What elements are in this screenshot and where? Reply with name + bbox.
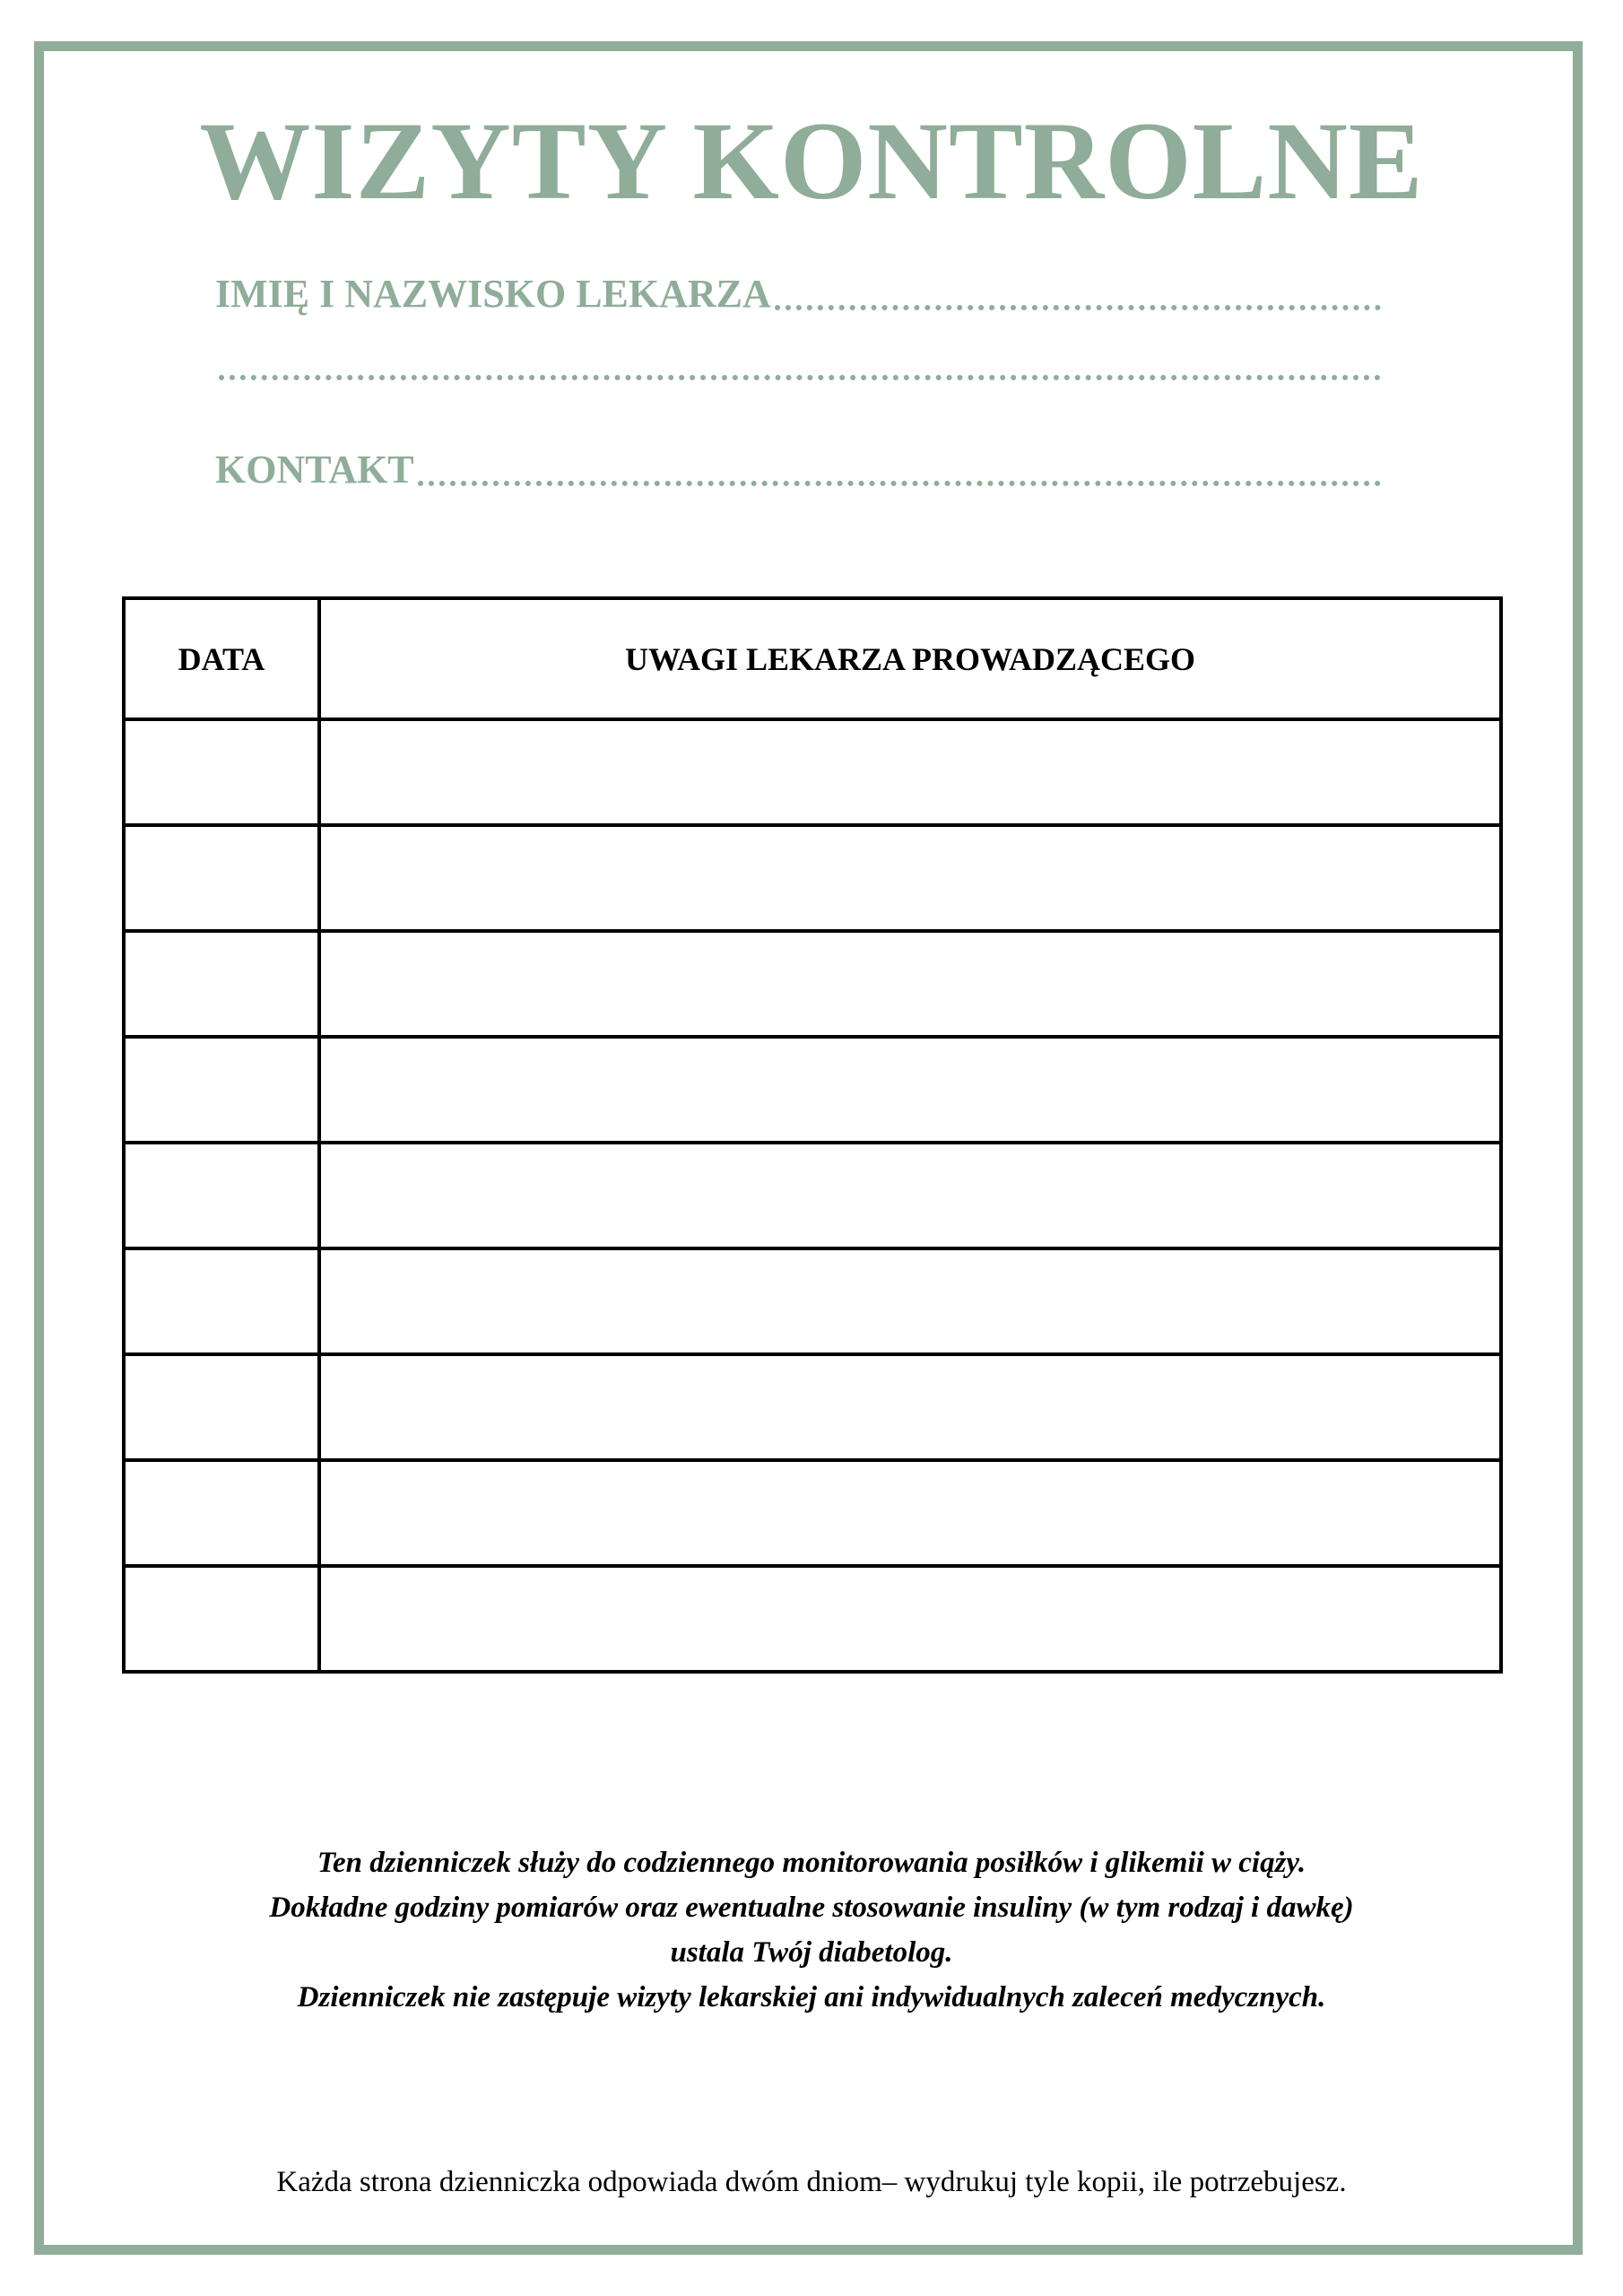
date-cell[interactable] [124, 719, 319, 825]
disclaimer-line: Dokładne godziny pomiarów oraz ewentualne stosowanie insuliny (w tym rodzaj i dawkę) [269, 1892, 1354, 1924]
doctor-notes-column-header: UWAGI LEKARZA PROWADZĄCEGO [319, 598, 1501, 719]
notes-cell[interactable] [319, 1037, 1501, 1143]
notes-cell[interactable] [319, 1460, 1501, 1566]
disclaimer-line: Ten dzienniczek służy do codziennego monitorowania posiłków i glikemii w ciąży. [317, 1847, 1306, 1879]
date-cell[interactable] [124, 1460, 319, 1566]
disclaimer-line: ustala Twój diabetolog. [670, 1936, 953, 1969]
contact-dotted-line [418, 481, 1381, 486]
table-row [124, 1460, 1501, 1566]
doctor-name-dotted-line [775, 305, 1381, 310]
table-row [124, 931, 1501, 1037]
date-cell[interactable] [124, 931, 319, 1037]
date-cell[interactable] [124, 1037, 319, 1143]
date-cell[interactable] [124, 1566, 319, 1672]
contact-label: KONTAKT [215, 448, 414, 491]
doctor-name-continuation-field[interactable] [215, 366, 1381, 384]
doctor-name-label: IMIĘ I NAZWISKO LEKARZA [215, 272, 771, 316]
footer-note: Każda strona dzienniczka odpowiada dwóm dniom– wydrukuj tyle kopii, ile potrzebujesz. [276, 2166, 1347, 2198]
date-cell[interactable] [124, 825, 319, 931]
doctor-name-continuation-dotted-line [219, 375, 1381, 380]
table-header-row [124, 598, 1501, 719]
doctor-name-field[interactable] [215, 274, 1381, 314]
table-row [124, 825, 1501, 931]
table-row [124, 1143, 1501, 1248]
notes-cell[interactable] [319, 825, 1501, 931]
table-row [124, 719, 1501, 825]
notes-cell[interactable] [319, 1143, 1501, 1248]
disclaimer-line: Dzienniczek nie zastępuje wizyty lekarskiej ani indywidualnych zaleceń medycznych. [297, 1981, 1326, 2013]
notes-cell[interactable] [319, 1354, 1501, 1460]
notes-cell[interactable] [319, 1248, 1501, 1354]
notes-cell[interactable] [319, 719, 1501, 825]
notes-cell[interactable] [319, 1566, 1501, 1672]
table-row [124, 1354, 1501, 1460]
disclaimer-note [0, 1840, 1623, 2020]
page-title: WIZYTY KONTROLNE [199, 100, 1424, 222]
table-row [124, 1248, 1501, 1354]
contact-field[interactable] [215, 450, 1381, 490]
table-row [124, 1037, 1501, 1143]
table-row [124, 1566, 1501, 1672]
date-column-header: DATA [124, 598, 319, 719]
date-cell[interactable] [124, 1354, 319, 1460]
date-cell[interactable] [124, 1248, 319, 1354]
visits-table [122, 596, 1503, 1674]
date-cell[interactable] [124, 1143, 319, 1248]
notes-cell[interactable] [319, 931, 1501, 1037]
